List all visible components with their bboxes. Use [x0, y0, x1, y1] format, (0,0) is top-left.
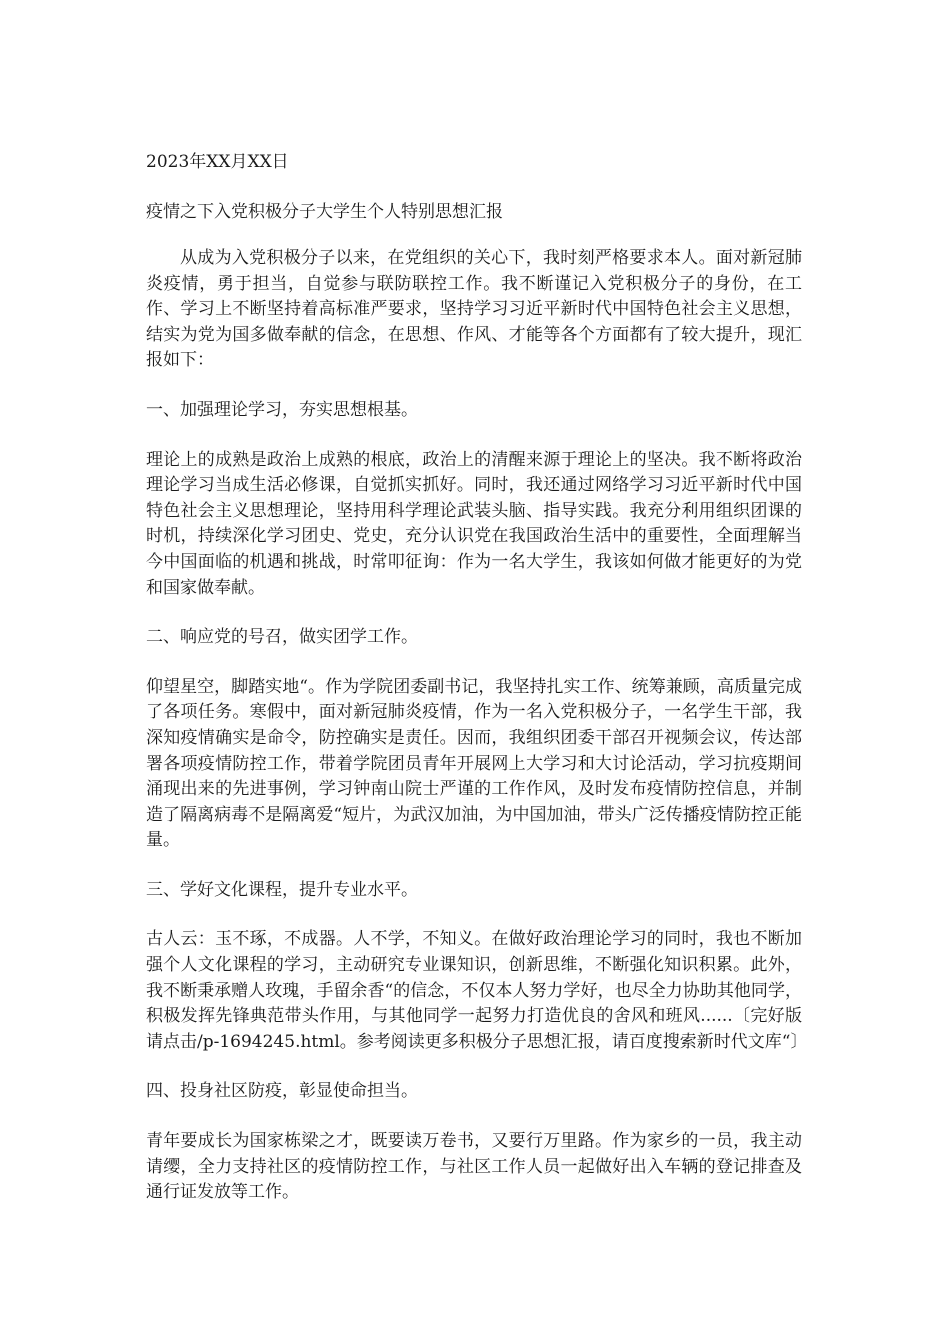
document-date: 2023年XX月XX日: [146, 152, 289, 172]
intro-paragraph: 从成为入党积极分子以来，在党组织的关心下，我时刻严格要求本人。面对新冠肺炎疫情，勇于担当，自觉参与联防联控工作。我不断谨记入党积极分子的身份，在工作、学习上不断坚持着高标准严要求，坚持学习习近平新时代中国特色社会主义思想，结实为党为国多做奉献的信念，在思想、作风、才能等各个方面都有了较大提升，现汇报如下：: [146, 248, 802, 371]
document-title: 疫情之下入党积极分子大学生个人特别思想汇报: [146, 202, 503, 222]
section-heading-1: 一、加强理论学习，夯实思想根基。: [146, 399, 418, 420]
section-heading-2: 二、响应党的号召，做实团学工作。: [146, 627, 418, 648]
section-heading-3: 三、学好文化课程，提升专业水平。: [146, 879, 418, 900]
section-body-3: 古人云：玉不琢，不成器。人不学，不知义。在做好政治理论学习的同时，我也不断加强个人文化课程的学习，主动研究专业课知识，创新思维，不断强化知识积累。此外，我不断秉承赠人玫瑰，手留余香“的信念，不仅本人努力学好，也尽全力协助其他同学，积极发挥先锋典范带头作用，与其他同学一起努力打造优良的舍风和班风......〔完好版请点击/p-1694245.html。参考阅读更多积极分子思想汇报，请百度搜索新时代文库“〕: [146, 929, 808, 1052]
section-body-4: 青年要成长为国家栋梁之才，既要读万卷书，又要行万里路。作为家乡的一员，我主动请缨，全力支持社区的疫情防控工作，与社区工作人员一起做好出入车辆的登记排查及通行证发放等工作。: [146, 1131, 802, 1203]
section-heading-4: 四、投身社区防疫，彰显使命担当。: [146, 1081, 418, 1102]
document-page: [146, 150, 808, 1230]
section-body-2: 仰望星空，脚踏实地“。作为学院团委副书记，我坚持扎实工作、统筹兼顾，高质量完成了各项任务。寒假中，面对新冠肺炎疫情，作为一名入党积极分子，一名学生干部，我深知疫情确实是命令，防控确实是责任。因而，我组织团委干部召开视频会议，传达部署各项疫情防控工作，带着学院团员青年开展网上大学习和大讨论活动，学习抗疫期间涌现出来的先进事例，学习钟南山院士严谨的工作作风，及时发布疫情防控信息，并制造了隔离病毒不是隔离爱“短片，为武汉加油，为中国加油，带头广泛传播疫情防控正能量。: [146, 676, 802, 851]
section-body-1: 理论上的成熟是政治上成熟的根底，政治上的清醒来源于理论上的坚决。我不断将政治理论学习当成生活必修课，自觉抓实抓好。同时，我还通过网络学习习近平新时代中国特色社会主义思想理论，坚持用科学理论武装头脑、指导实践。我充分利用组织团课的时机，持续深化学习团史、党史，充分认识党在我国政治生活中的重要性，全面理解当今中国面临的机遇和挑战，时常叩征询：作为一名大学生，我该如何做才能更好的为党和国家做奉献。: [146, 449, 802, 598]
